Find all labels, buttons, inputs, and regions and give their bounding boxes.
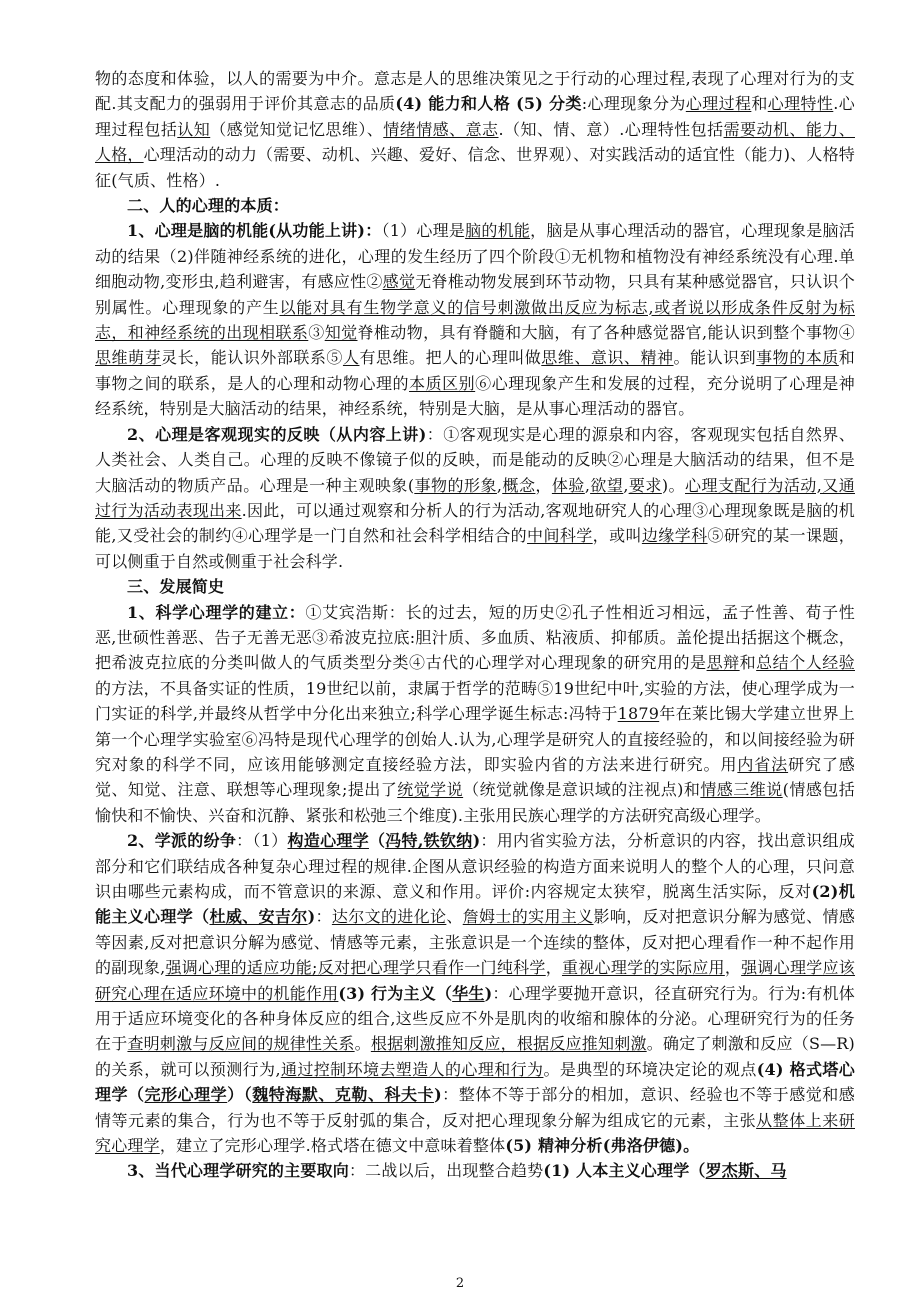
underlined-term: 欲望	[590, 475, 624, 495]
text-run: 有思维。把人的心理叫做	[359, 348, 542, 368]
text-run: ：①客观现实是心理的源泉和内容，客观现实包括自然界、人类社会、人类自己。心理的反映不像镜子似的反映，而是能动的反映②心理是大脑活动的结果，但不是大脑活动的物质产品。心理是一种主观映象(	[95, 424, 855, 495]
underlined-term: 统觉学说	[397, 780, 464, 800]
text-run: 和	[739, 653, 757, 673]
text-run: ，	[535, 475, 552, 495]
underlined-term: 心理支配行为活动,又通过行为活动表现出来	[95, 475, 855, 520]
text-run: ⑥心理现象产生和发展的过程，充分说明了心理是神经系统，特别是大脑活动的结果，神经系统，特别是大脑，是从事心理活动的器官。	[95, 373, 855, 419]
underlined-term: 本质区别	[409, 373, 476, 393]
bold-text: 三、发展简史	[127, 577, 225, 597]
underlined-term: 重视心理学的实际应用	[561, 958, 725, 978]
text-run: ，或叫	[592, 526, 642, 546]
text-run: ,	[496, 475, 503, 495]
bold-text: (4) 能力和人格 (5) 分类	[395, 94, 582, 114]
text-run: （统觉就像是意识域的注视点)和	[463, 780, 701, 800]
underlined-term: 思维、意识、精神	[541, 348, 674, 368]
text-run: 和	[751, 94, 768, 114]
bold-text: (4) 格式塔心理学（	[95, 1059, 855, 1105]
underlined-term: 詹姆士的实用主义	[462, 907, 594, 927]
underlined-term: 要求	[628, 475, 662, 495]
text-run: ：	[315, 907, 332, 927]
underlined-term: 心理过程	[685, 94, 752, 114]
bold-text: )	[307, 907, 316, 927]
underlined-term: 通过控制环境去塑造人的心理和行为	[280, 1059, 544, 1079]
page-number: 2	[455, 1276, 465, 1291]
underlined-term: 思维萌芽	[95, 348, 162, 368]
bold-text: )	[484, 983, 493, 1003]
section-heading-nature	[95, 193, 855, 218]
text-run: ：二战以后，出现整合趋势	[348, 1161, 544, 1181]
underlined-term: 需要动机、能力、人格，	[95, 119, 855, 165]
text-run: ，建立了完形心理学.格式塔在德文中意味着整体	[159, 1136, 506, 1156]
text-run: ⑤研究的某一课题，可以侧重于自然或侧重于社会科学.	[95, 526, 855, 571]
text-run: （感觉知觉记忆思维）、	[210, 119, 384, 139]
underlined-term: 脑的机能	[465, 221, 531, 241]
bold-text: )	[472, 831, 481, 851]
text-run: 。能认识到	[673, 348, 757, 368]
underlined-term: 知觉	[324, 323, 358, 343]
underlined-term: 情绪情感、意志	[383, 119, 499, 139]
underlined-term: 人	[342, 348, 360, 368]
underlined-term: 认知	[177, 119, 211, 139]
underlined-term: 从整体上来研究心理学	[95, 1110, 855, 1156]
text-run: :心理现象分为	[581, 94, 686, 114]
bold-text: 2、学派的纷争	[127, 831, 237, 851]
bold-text: (5) 精神分析(弗洛伊德)。	[505, 1136, 700, 1156]
underlined-term: 杜威、安吉尔	[209, 907, 308, 927]
bold-text: (1) 人本主义心理学（	[543, 1161, 706, 1181]
text-run: ,	[623, 475, 629, 495]
text-run: ，	[545, 958, 562, 978]
text-run: .心理过程包括	[95, 94, 855, 139]
text-run: ：（1）	[236, 831, 288, 851]
underlined-term: 事物的形象	[414, 475, 497, 495]
text-run: 物的态度和体验，以人的需要为中介。意志是人的思维决策见之于行动的心理过程,表现了心理对行为的支配.其支配力的强弱用于评价其意志的品质	[95, 69, 855, 114]
text-run: 脊椎动物，具有脊髓和大脑，有了各种感觉器官,能认识到整个事物④	[357, 323, 855, 343]
paragraph-schools	[95, 828, 855, 1158]
underlined-term: 内省法	[737, 754, 789, 774]
underlined-term: 罗杰斯、马	[705, 1161, 787, 1181]
bold-text: (2)机能主义心理学（	[95, 882, 855, 927]
paragraph-contemporary	[95, 1158, 855, 1183]
underlined-term: 查明刺激与反应间的规律性关系	[127, 1034, 355, 1054]
underlined-term: 以能对具有生物学意义的信号刺激做出反应为标志,或者说以形成条件反射为标志，和神经系统的出现相联系	[95, 297, 855, 343]
section-heading-history	[95, 574, 855, 599]
underlined-term: 魏特海默、克勒、科夫卡	[252, 1085, 435, 1105]
text-run: )。	[661, 475, 686, 495]
text-run: 。	[354, 1034, 371, 1054]
text-run: ,	[584, 475, 591, 495]
text-run: ③	[308, 323, 325, 343]
underlined-term: 情感三维说	[700, 780, 783, 800]
bold-text: )	[434, 1085, 442, 1105]
bold-text: 2、心理是客观现实的反映（从内容上讲)	[127, 424, 427, 444]
bold-text: 二、人的心理的本质：	[127, 196, 290, 216]
underlined-term: 构造心理学	[287, 831, 369, 851]
underlined-term: 体验	[551, 475, 585, 495]
text-run: ，	[724, 958, 742, 978]
underlined-term: 中间科学	[527, 526, 593, 546]
underlined-term: 达尔文的进化论	[331, 907, 447, 927]
underlined-term: 概念	[502, 475, 536, 495]
underlined-term: 冯特,铁钦纳	[385, 831, 473, 851]
text-run: 、	[446, 907, 463, 927]
underlined-term: 完形心理学	[144, 1085, 228, 1105]
text-run: 研究了感觉、知觉、注意、联想等心理现象;提出了	[95, 754, 855, 800]
text-run: 和事物之间的联系，是人的心理和动物心理的	[95, 348, 855, 393]
bold-text: （	[368, 831, 386, 851]
underlined-term: 华生	[452, 983, 485, 1003]
text-run: ①艾宾浩斯：长的过去，短的历史②孔子性相近习相远，孟子性善、荀子性恶,世硕性善恶、告子无善无恶③希波克拉底:胆汁质、多血质、粘液质、抑郁质。盖伦提出括据这个概念，把希波克拉底的分类叫做人的气质类型分类④古代的心理学对心理现象的研究用的是	[95, 602, 855, 673]
text-run: 灵长，能认识外部联系⑤	[161, 348, 343, 368]
bold-text: ）（	[227, 1085, 253, 1105]
paragraph-scientific-psychology	[95, 600, 855, 829]
underlined-term: 根据刺激推知反应，根据反应推知刺激	[370, 1034, 647, 1054]
text-run: .因此，可以通过观察和分析人的行为活动,客观地研究人的心理③心理现象既是脑的机能,又受社会的制约④心理学是一门自然和社会科学相结合的	[95, 500, 855, 546]
text-run: ：整体不等于部分的相加，意识、经验也不等于感觉和感情等元素的集合，行为也不等于反射弧的集合，反对把心理现象分解为组成它的元素，主张	[95, 1085, 855, 1130]
text-run: (情感包括愉快和不愉快、兴奋和沉静、紧张和松弛三个维度).主张用民族心理学的方法研究高级心理学。	[95, 780, 855, 825]
bold-text: 1、心理是脑的机能(从功能上讲)：	[127, 221, 382, 241]
text-run: （1）心理是	[381, 221, 466, 241]
bold-text: 3、当代心理学研究的主要取向	[127, 1161, 349, 1181]
underlined-term: 强调心理学应该研究心理在适应环境中的机能作用	[95, 958, 856, 1003]
underlined-term: 强调心理的适应功能;反对把心理学只看作一门纯科学	[165, 958, 546, 978]
underlined-term: 总结个人经验	[756, 653, 855, 673]
paragraph-brain-function	[95, 218, 855, 421]
text-run: ：用内省实验方法，分析意识的内容，找出意识组成部分和它们联结成各种复杂心理过程的规律.企图从意识经验的构造方面来说明人的整个人的心理，只问意识由哪些元素构成，而不管意识的来源、意义和作用。评价:内容规定太狭窄，脱离生活实际，反对	[95, 831, 855, 901]
bold-text: (3) 行为主义（	[338, 983, 453, 1003]
text-run: 的方法，不具备实证的性质，19世纪以前，隶属于哲学的范畴⑤19世纪中叶,实验的方法，使心理学成为一门实证的科学,并最终从哲学中分化出来独立;科学心理学诞生标志:冯特于	[95, 678, 855, 724]
underlined-term: 感觉	[382, 272, 416, 292]
underlined-term: 1879	[617, 704, 660, 724]
underlined-term: 思辩	[706, 653, 740, 673]
text-run: .（知、情、意）.心理特性包括	[498, 119, 724, 139]
underlined-term: 事物的本质	[756, 348, 839, 368]
text-run: 无脊椎动物发展到环节动物，只具有某种感觉器官，只认识个别属性。心理现象的产生	[95, 272, 855, 317]
text-run: ：心理学要抛开意识，径直研究行为。行为:有机体用于适应环境变化的各种身体反应的组合,这些反应不外是肌肉的收缩和腺体的分泌。心理研究行为的任务在于	[95, 983, 855, 1054]
document-page	[95, 66, 855, 1184]
underlined-term: 边缘学科	[641, 526, 708, 546]
text-run: 。确定了刺激和反应（S—R)的关系，就可以预测行为,	[95, 1034, 855, 1079]
text-run: 年在莱比锡大学建立世界上第一个心理学实验室⑥冯特是现代心理学的创始人.认为,心理学是研究人的直接经验的，和以间接经验为研究对象的科学不同，应该用能够测定直接经验方法，即实验内省的方法来进行研究。用	[95, 704, 855, 774]
text-run: ，脑是从事心理活动的器官，心理现象是脑活动的结果（2)伴随神经系统的进化，心理的发生经历了四个阶段①无机物和植物没有神经系统没有心理.单细胞动物,变形虫,趋利避害，有感应性②	[95, 221, 855, 292]
text-run: 影响，反对把意识分解为感觉、情感等因素,反对把意识分解为感觉、情感等元素，主张意识是一个连续的整体，反对把心理看作一种不起作用的副现象,	[95, 907, 856, 978]
text-run: 心理活动的动力（需要、动机、兴趣、爱好、信念、世界观）、对实践活动的适宜性（能力)、人格特征(气质、性格）.	[95, 145, 855, 190]
paragraph-cognition-summary	[95, 66, 855, 193]
bold-text: 1、科学心理学的建立：	[127, 602, 306, 622]
underlined-term: 心理特性	[767, 94, 834, 114]
paragraph-objective-reality	[95, 422, 855, 574]
text-run: 。是典型的环境决定论的观点	[543, 1059, 757, 1079]
